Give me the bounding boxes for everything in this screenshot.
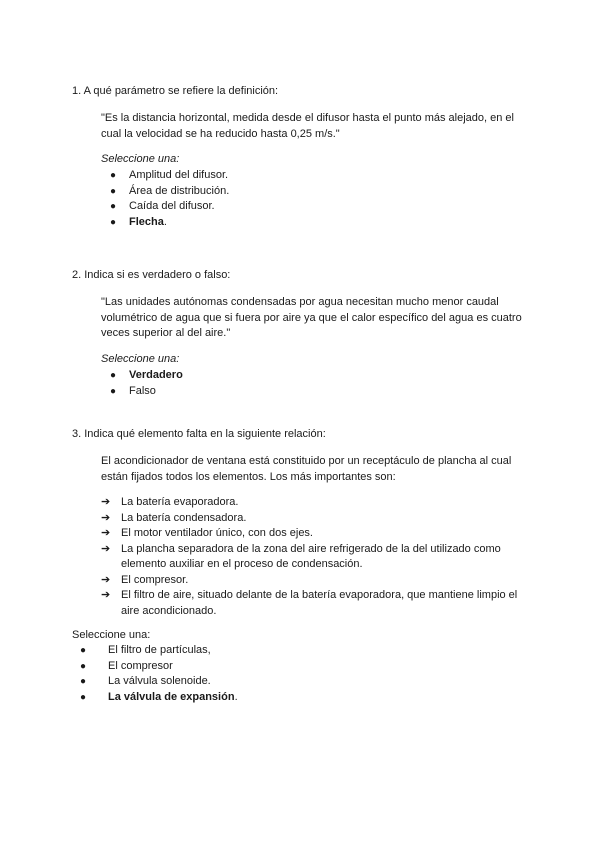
bullet-dot-icon: ● xyxy=(110,170,117,181)
question-2-options xyxy=(110,368,183,399)
question-1-option[interactable]: ● Amplitud del difusor. xyxy=(110,168,229,184)
question-3-option-selected[interactable]: ● La válvula de expansión. xyxy=(80,690,238,706)
list-item: ➔ El motor ventilador único, con dos ejes. xyxy=(101,526,531,542)
bullet-dot-icon: ● xyxy=(80,676,87,687)
question-1-select-label: Seleccione una: xyxy=(101,153,180,165)
question-3-option[interactable]: ● El compresor xyxy=(80,659,238,675)
right-arrow-icon: ➔ xyxy=(101,527,111,539)
bullet-dot-icon: ● xyxy=(110,370,117,381)
question-1-option[interactable]: ● Área de distribución. xyxy=(110,184,229,200)
question-1-options xyxy=(110,168,229,230)
question-1-title: 1. A qué parámetro se refiere la definición: xyxy=(72,85,279,97)
bullet-dot-icon: ● xyxy=(80,691,87,703)
question-3-options xyxy=(80,643,238,705)
question-1-statement: "Es la distancia horizontal, medida desde el difusor hasta el punto más alejado, en el cual la velocidad se ha reducido hasta 0,25 m/s." xyxy=(101,112,514,140)
question-2-option-selected[interactable]: ● Verdadero xyxy=(110,368,183,384)
question-3-intro: El acondicionador de ventana está constituido por un receptáculo de plancha al cual están fijados todos los elementos. Los más importantes son: xyxy=(101,455,512,483)
list-item: ➔ El compresor. xyxy=(101,573,531,589)
right-arrow-icon: ➔ xyxy=(101,496,111,508)
bullet-dot-icon: ● xyxy=(110,185,117,197)
right-arrow-icon: ➔ xyxy=(101,542,111,555)
question-2-option[interactable]: ● Falso xyxy=(110,384,183,400)
bullet-dot-icon: ● xyxy=(110,201,117,212)
list-item: ➔ La plancha separadora de la zona del aire refrigerado de la del utilizado como elemento auxiliar en el proceso de condensación. xyxy=(101,542,501,570)
question-1-option[interactable]: ● Caída del difusor. xyxy=(110,199,229,215)
right-arrow-icon: ➔ xyxy=(101,589,111,601)
bullet-dot-icon: ● xyxy=(110,216,117,228)
right-arrow-icon: ➔ xyxy=(101,573,111,586)
bullet-dot-icon: ● xyxy=(80,645,87,656)
question-3-select-label: Seleccione una: xyxy=(72,629,151,641)
bullet-dot-icon: ● xyxy=(80,660,87,672)
list-item: ➔ La batería evaporadora. xyxy=(101,495,531,511)
right-arrow-icon: ➔ xyxy=(101,511,111,524)
question-2-statement: "Las unidades autónomas condensadas por agua necesitan mucho menor caudal volumétrico de agua que si fuera por aire ya que el calor específico del agua es cuatro veces superior al del aire." xyxy=(101,296,522,339)
question-3-element-list xyxy=(101,495,531,619)
question-3-title: 3. Indica qué elemento falta en la siguiente relación: xyxy=(72,428,326,440)
question-1-option-selected[interactable]: ● Flecha. xyxy=(110,215,229,231)
question-2-title: 2. Indica si es verdadero o falso: xyxy=(72,269,231,281)
bullet-dot-icon: ● xyxy=(110,385,117,397)
list-item: ➔ El filtro de aire, situado delante de la batería evaporadora, que mantiene limpio el aire acondicionado. xyxy=(101,589,518,617)
question-2-select-label: Seleccione una: xyxy=(101,353,180,365)
question-3-option[interactable]: ● El filtro de partículas, xyxy=(80,643,238,659)
question-3-option[interactable]: ● La válvula solenoide. xyxy=(80,674,238,690)
list-item: ➔ La batería condensadora. xyxy=(101,511,531,527)
